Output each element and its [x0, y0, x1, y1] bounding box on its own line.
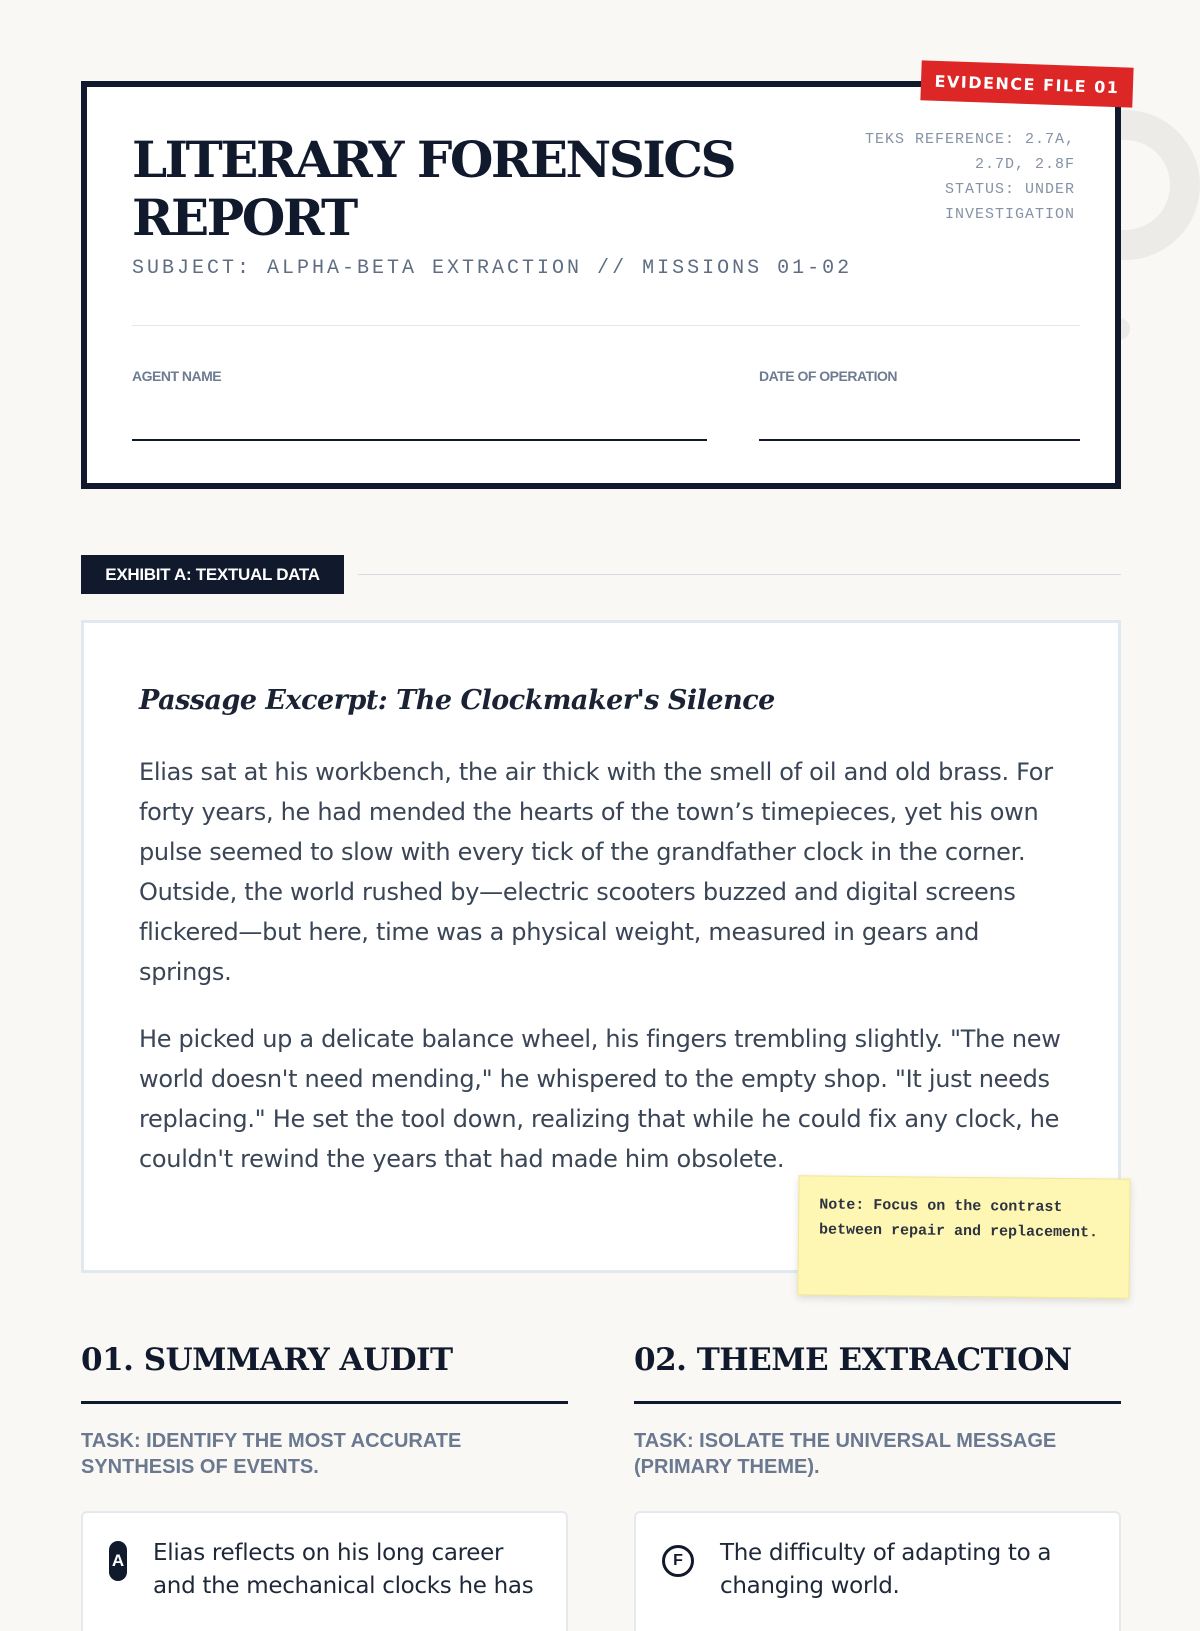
theme-option-f[interactable] — [634, 1511, 1121, 1631]
report-meta — [845, 127, 1075, 227]
date-label: DATE OF OPERATION — [759, 368, 897, 384]
evidence-stamp: EVIDENCE FILE 01 — [920, 60, 1133, 107]
passage-title: Passage Excerpt: The Clockmaker's Silence — [139, 685, 775, 716]
passage-paragraph: Elias sat at his workbench, the air thick with the smell of oil and old brass. For forty years, he had mended the hearts of the town’s timepieces, yet his own pulse seemed to slow with every tick of the grandfather clock in the corner. Outside, the world rushed by—electric scooters buzzed and digital screens flickered—but here, time was a physical weight, measured in gears and springs. — [139, 758, 1053, 986]
agent-name-label: AGENT NAME — [132, 368, 222, 384]
passage-paragraph: He picked up a delicate balance wheel, his fingers trembling slightly. "The new world doesn't need mending," he whispered to the empty shop. "It just needs replacing." He set the tool down, realizing that while he could fix any clock, he couldn't rewind the years that had made him obsolete. — [139, 1025, 1061, 1173]
exhibit-divider — [358, 574, 1121, 575]
theme-task-label: TASK: ISOLATE THE UNIVERSAL MESSAGE (PRIMARY THEME). — [634, 1430, 1057, 1478]
header-divider — [132, 325, 1080, 326]
report-header-card — [81, 81, 1121, 489]
status-text: STATUS: UNDER INVESTIGATION — [944, 181, 1075, 223]
section-rule — [81, 1401, 568, 1404]
option-letter-a: A — [109, 1541, 127, 1581]
agent-name-field[interactable] — [132, 439, 707, 441]
passage-box — [81, 620, 1121, 1273]
report-title: LITERARY FORENSICS REPORT — [132, 130, 735, 247]
theme-extraction-title: 02. THEME EXTRACTION — [634, 1342, 1072, 1378]
teks-reference: TEKS REFERENCE: 2.7A, 2.7D, 2.8F — [864, 131, 1075, 173]
sticky-note: Note: Focus on the contrast between repair and replacement. — [797, 1175, 1130, 1298]
date-field[interactable] — [759, 439, 1080, 441]
section-rule — [634, 1401, 1121, 1404]
option-text: Elias reflects on his long career and the mechanical clocks he has — [153, 1540, 534, 1599]
summary-task-label: TASK: IDENTIFY THE MOST ACCURATE SYNTHESIS OF EVENTS. — [81, 1430, 462, 1478]
option-text: The difficulty of adapting to a changing world. — [720, 1540, 1052, 1599]
summary-audit-title: 01. SUMMARY AUDIT — [81, 1342, 453, 1378]
exhibit-tag: EXHIBIT A: TEXTUAL DATA — [81, 555, 344, 594]
option-letter-f: F — [662, 1545, 694, 1577]
summary-option-a[interactable] — [81, 1511, 568, 1631]
report-subject: SUBJECT: ALPHA-BETA EXTRACTION // MISSIONS 01-02 — [132, 257, 853, 280]
